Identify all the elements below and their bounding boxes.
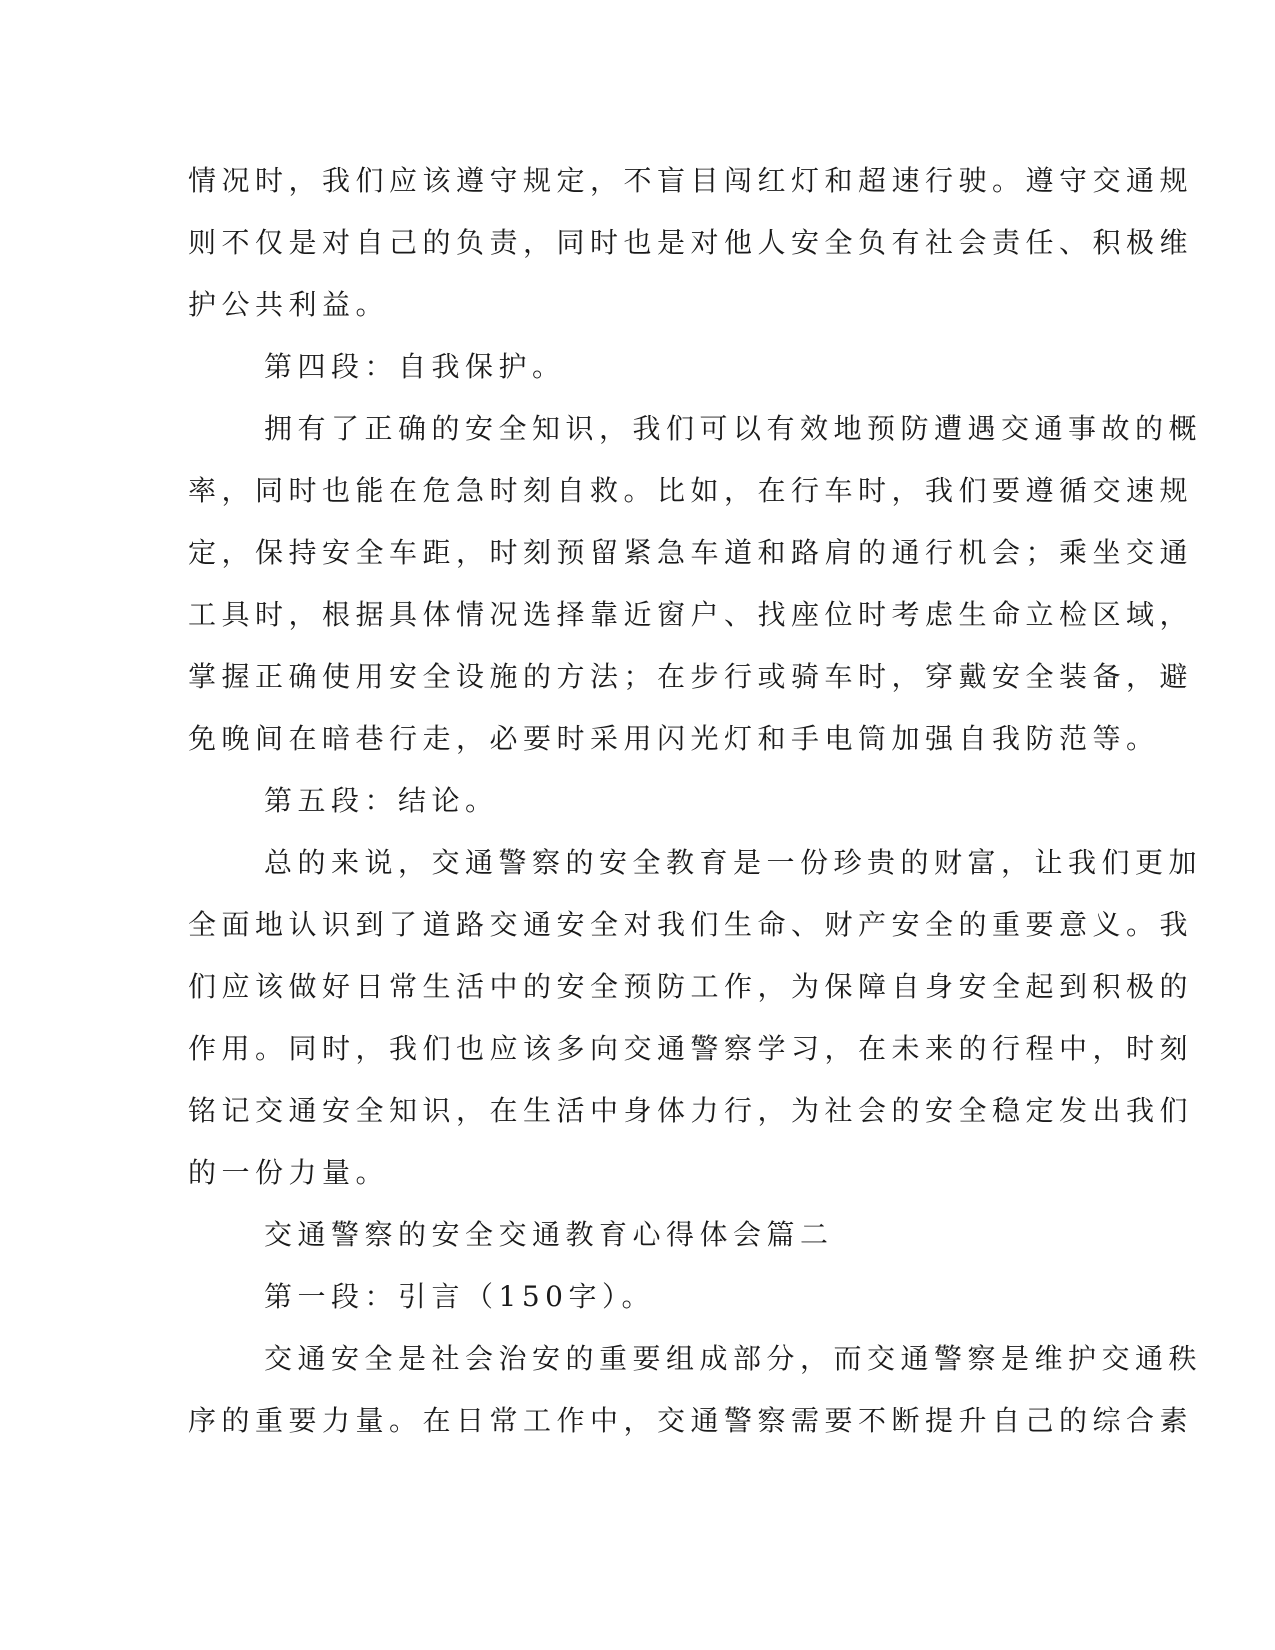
document-body — [188, 150, 1203, 1452]
text-line: 交通安全是社会治安的重要组成部分，而交通警察是维护交通秩 — [264, 1342, 1203, 1375]
text-line: 的一份力量。 — [188, 1156, 390, 1189]
article-title: 交通警察的安全交通教育心得体会篇二 — [264, 1218, 834, 1251]
text-line: 掌握正确使用安全设施的方法；在步行或骑车时，穿戴安全装备，避 — [188, 660, 1194, 693]
section-heading-1: 第一段：引言（150字）。 — [264, 1280, 655, 1313]
text-line: 全面地认识到了道路交通安全对我们生命、财产安全的重要意义。我 — [188, 908, 1194, 941]
text-line: 情况时，我们应该遵守规定，不盲目闯红灯和超速行驶。遵守交通规 — [188, 164, 1194, 197]
section-heading-4: 第四段：自我保护。 — [264, 350, 566, 383]
text-line: 护公共利益。 — [188, 288, 390, 321]
text-line: 总的来说，交通警察的安全教育是一份珍贵的财富，让我们更加 — [264, 846, 1203, 879]
section-heading-5: 第五段：结论。 — [264, 784, 499, 817]
text-line: 作用。同时，我们也应该多向交通警察学习，在未来的行程中，时刻 — [188, 1032, 1194, 1065]
text-line: 免晚间在暗巷行走，必要时采用闪光灯和手电筒加强自我防范等。 — [188, 722, 1160, 755]
text-line: 工具时，根据具体情况选择靠近窗户、找座位时考虑生命立检区域， — [188, 598, 1194, 631]
text-line: 拥有了正确的安全知识，我们可以有效地预防遭遇交通事故的概 — [264, 412, 1203, 445]
text-line: 定，保持安全车距，时刻预留紧急车道和路肩的通行机会；乘坐交通 — [188, 536, 1194, 569]
text-line: 则不仅是对自己的负责，同时也是对他人安全负有社会责任、积极维 — [188, 226, 1194, 259]
text-line: 铭记交通安全知识，在生活中身体力行，为社会的安全稳定发出我们 — [188, 1094, 1194, 1127]
text-line: 们应该做好日常生活中的安全预防工作，为保障自身安全起到积极的 — [188, 970, 1194, 1003]
text-line: 率，同时也能在危急时刻自救。比如，在行车时，我们要遵循交速规 — [188, 474, 1194, 507]
text-line: 序的重要力量。在日常工作中，交通警察需要不断提升自己的综合素 — [188, 1404, 1194, 1437]
